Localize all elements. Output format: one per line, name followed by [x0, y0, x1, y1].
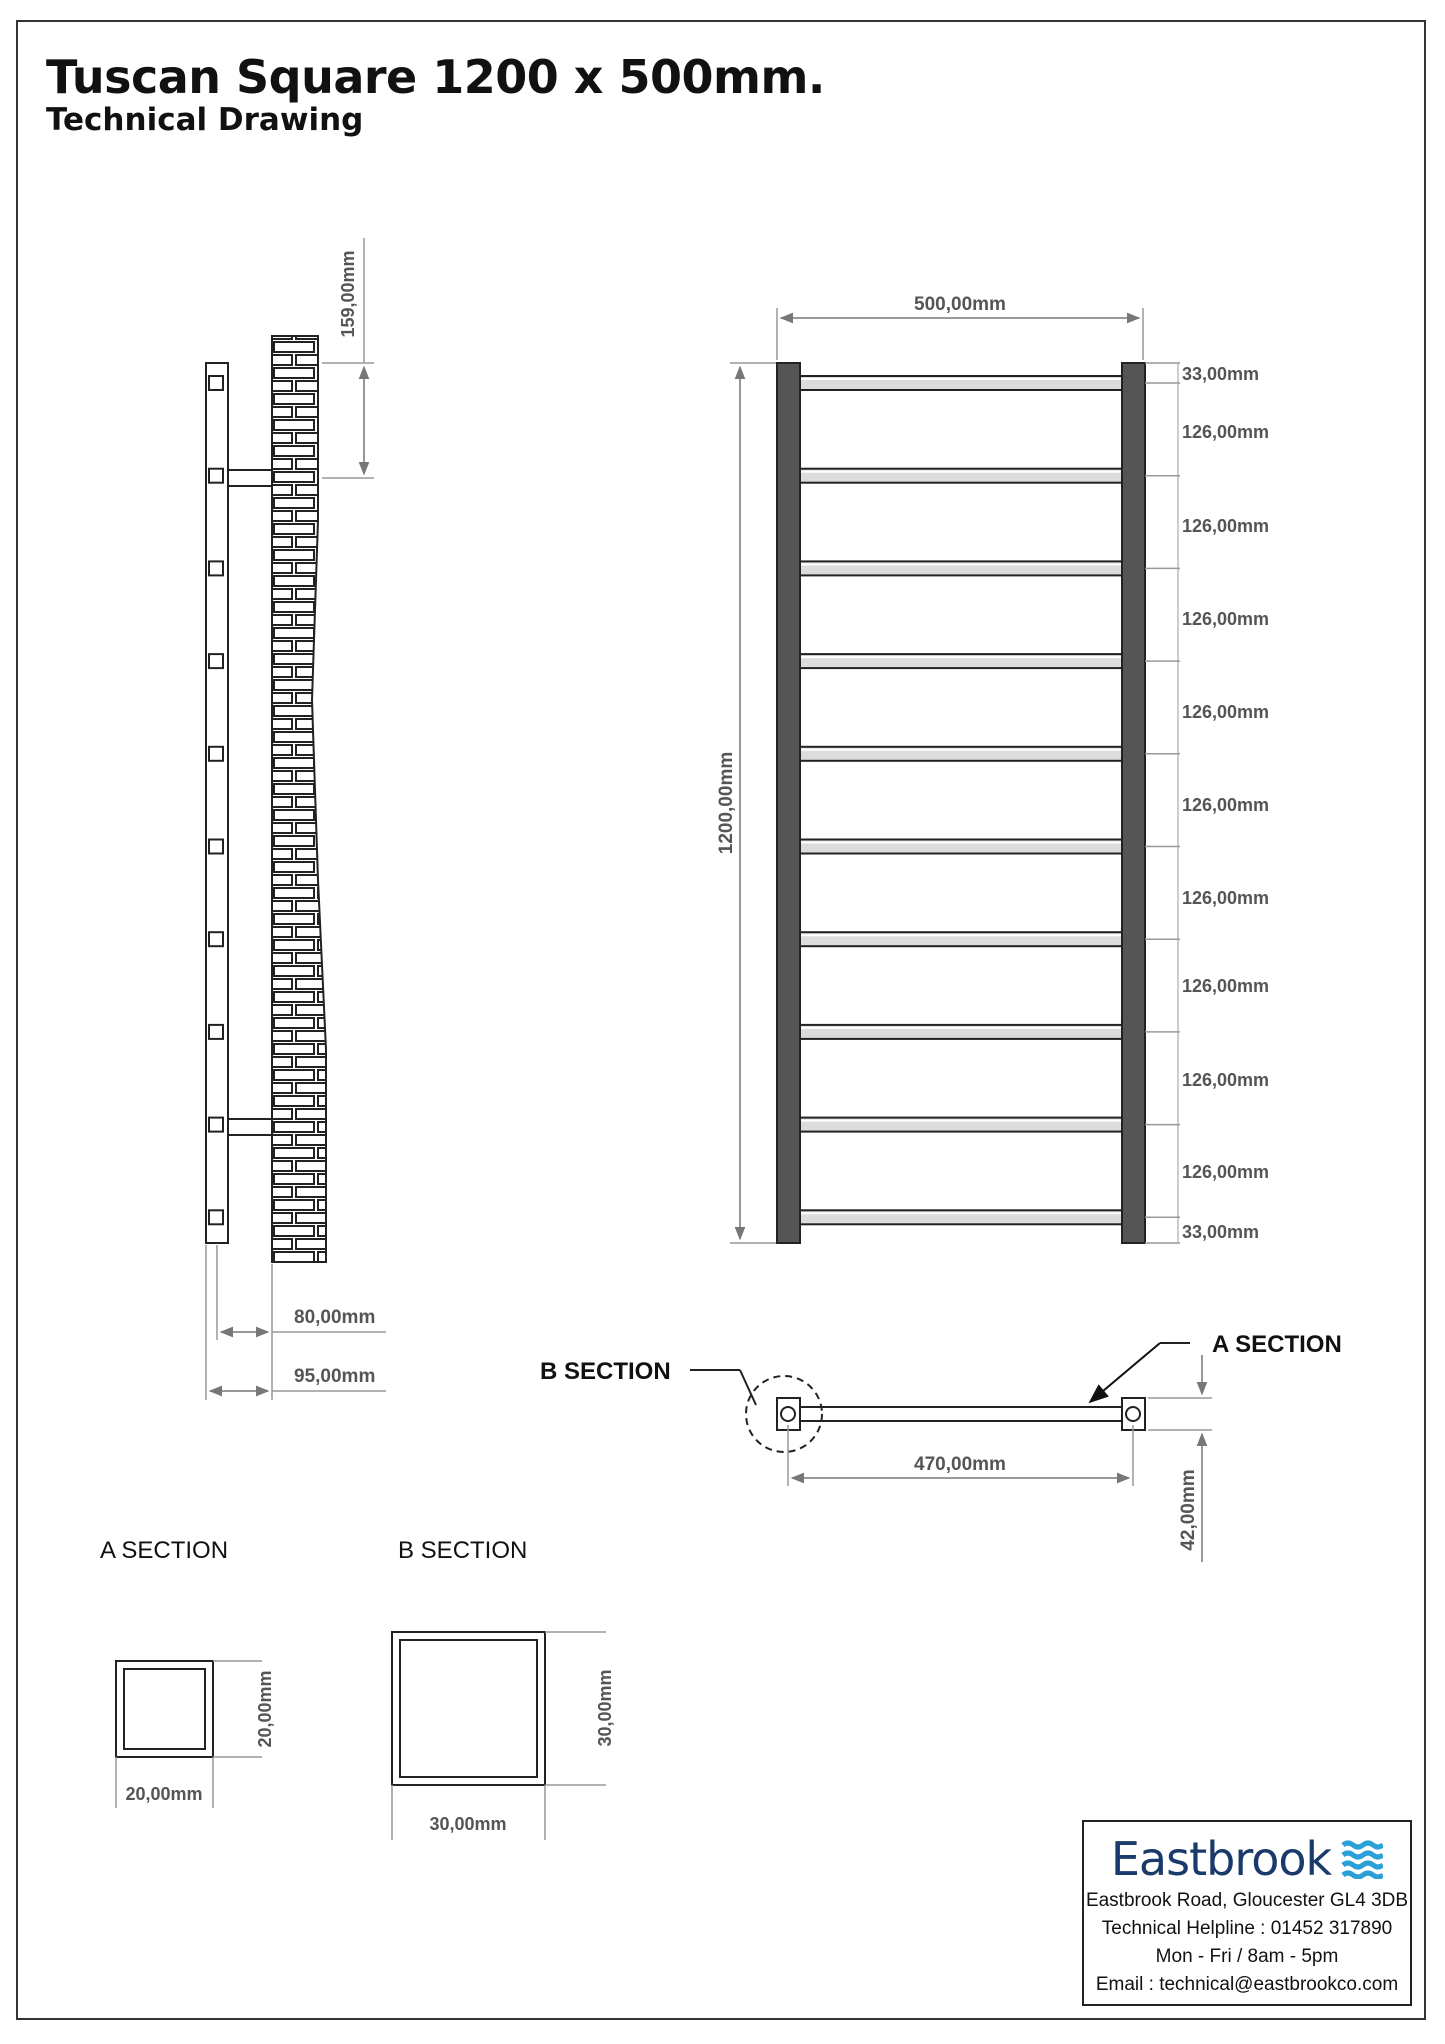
section-a-inner — [124, 1669, 205, 1749]
b-section-callout: B SECTION — [540, 1358, 671, 1385]
company-hours: Mon - Fri / 8am - 5pm — [1155, 1946, 1339, 1967]
company-logo — [1084, 1830, 1410, 1888]
side-crossbar-section — [209, 840, 223, 854]
right-upright — [1122, 363, 1145, 1243]
company-name: Eastbrook — [1110, 1832, 1332, 1886]
a-section-arrow — [1090, 1343, 1160, 1402]
section-a-width: 20,00mm — [125, 1784, 203, 1804]
section-a-title: A SECTION — [100, 1537, 229, 1564]
dim-label-wall-gap-outer: 95,00mm — [294, 1366, 376, 1387]
side-crossbar-section — [209, 654, 223, 668]
dim-label-height: 1200,00mm — [716, 751, 737, 855]
dim-label-spacing: 126,00mm — [1182, 702, 1270, 722]
dim-label-spacing: 126,00mm — [1182, 1162, 1270, 1182]
page-subtitle: Technical Drawing — [46, 102, 364, 138]
side-crossbar-section — [209, 1118, 223, 1132]
front-view — [716, 294, 1269, 1243]
section-b-title: B SECTION — [398, 1537, 528, 1564]
bottom-wall-bracket — [228, 1119, 272, 1135]
section-a-height: 20,00mm — [255, 1670, 275, 1748]
radiator-side-rail — [206, 363, 228, 1243]
side-crossbar-section — [209, 1025, 223, 1039]
brick-wall — [272, 336, 326, 1262]
plan-right-valve — [1126, 1407, 1140, 1421]
side-crossbar-section — [209, 747, 223, 761]
wave-icon — [1341, 1839, 1383, 1879]
dim-label-wall-gap-inner: 80,00mm — [294, 1307, 376, 1328]
dim-label-top-margin: 33,00mm — [1182, 364, 1260, 384]
dim-label-spacing: 126,00mm — [1182, 422, 1270, 442]
side-crossbar-section — [209, 469, 223, 483]
side-view — [206, 238, 386, 1400]
left-upright — [777, 363, 800, 1243]
dim-label-depth: 42,00mm — [1178, 1469, 1199, 1551]
company-address: Eastbrook Road, Gloucester GL4 3DB — [1085, 1890, 1409, 1911]
dim-label-spacing: 126,00mm — [1182, 1070, 1270, 1090]
company-email: Email : technical@eastbrookco.com — [1095, 1974, 1399, 1995]
page-title: Tuscan Square 1200 x 500mm. — [46, 50, 825, 104]
section-b-inner — [400, 1640, 537, 1777]
a-section-callout: A SECTION — [1212, 1331, 1342, 1358]
front-crossbars — [800, 376, 1122, 1224]
section-b — [392, 1537, 615, 1840]
company-info-box — [1082, 1820, 1412, 2006]
company-helpline: Technical Helpline : 01452 317890 — [1101, 1918, 1393, 1939]
section-a — [100, 1537, 275, 1808]
dim-label-spacing: 126,00mm — [1182, 976, 1270, 996]
side-crossbar-section — [209, 376, 223, 390]
side-crossbar-section — [209, 1210, 223, 1224]
plan-view — [540, 1331, 1342, 1562]
plan-left-valve — [781, 1407, 795, 1421]
dim-label-spacing: 126,00mm — [1182, 609, 1270, 629]
dim-label-top-offset: 159,00mm — [338, 250, 358, 338]
dim-label-spacing: 126,00mm — [1182, 516, 1270, 536]
dim-label-spacing: 126,00mm — [1182, 795, 1270, 815]
spacing-labels — [1182, 364, 1269, 1242]
dim-label-spacing: 126,00mm — [1182, 888, 1270, 908]
dim-label-width: 500,00mm — [914, 294, 1006, 315]
section-b-height: 30,00mm — [595, 1669, 615, 1747]
dim-label-bottom-margin: 33,00mm — [1182, 1222, 1260, 1242]
dim-label-centres: 470,00mm — [914, 1454, 1006, 1475]
plan-crossbar — [792, 1407, 1122, 1421]
section-b-width: 30,00mm — [429, 1814, 507, 1834]
top-wall-bracket — [228, 470, 272, 486]
spacing-ticks — [1145, 363, 1180, 1243]
side-crossbar-section — [209, 561, 223, 575]
side-crossbar-section — [209, 932, 223, 946]
